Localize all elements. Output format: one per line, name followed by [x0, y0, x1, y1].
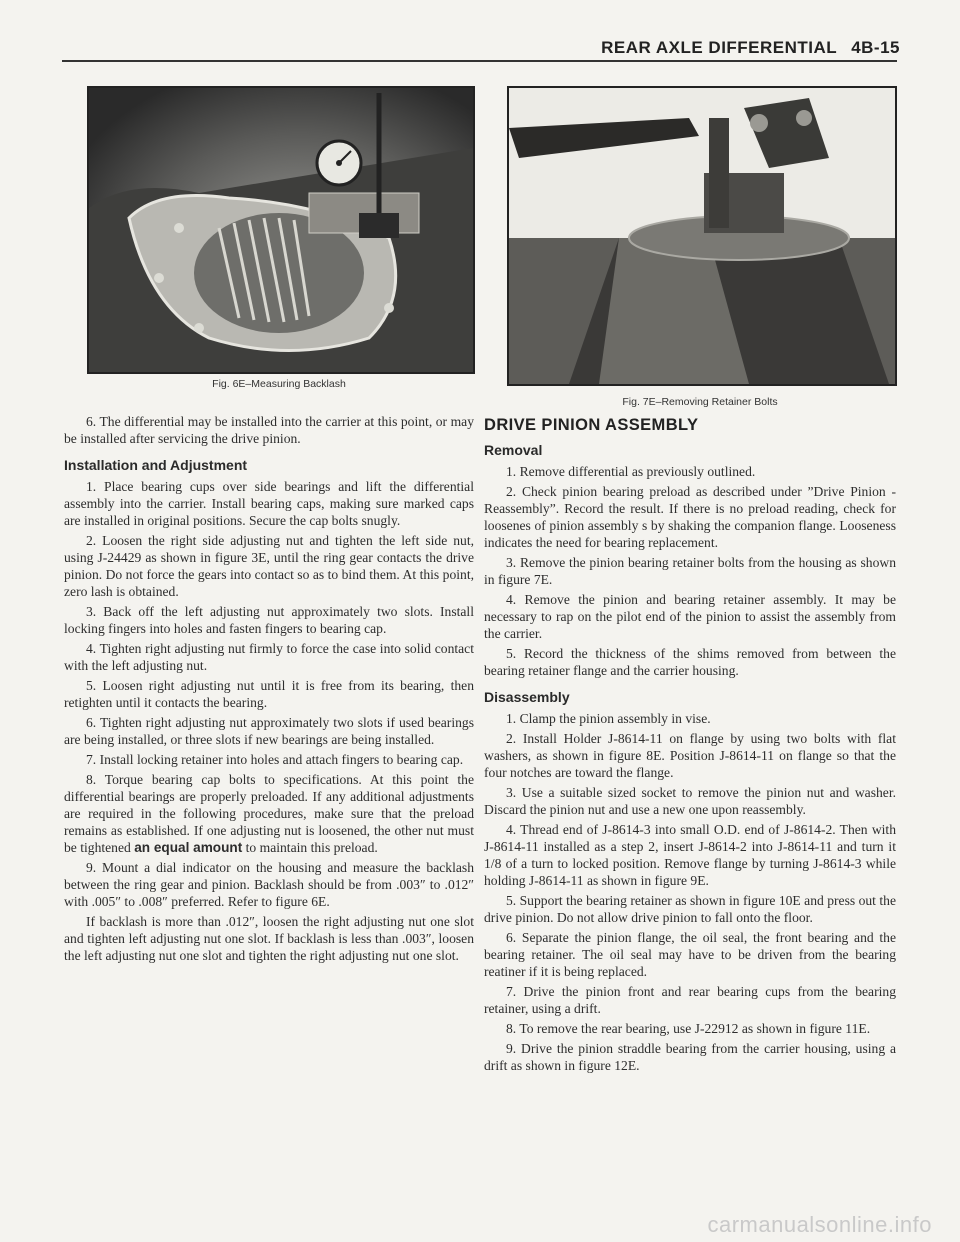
section-heading: Installation and Adjustment	[64, 457, 248, 473]
figure-7e-caption: Fig. 7E–Removing Retainer Bolts	[622, 396, 778, 408]
page-header	[601, 38, 900, 58]
header-rule	[62, 60, 897, 62]
step-item: 3. Use a suitable sized socket to remove the pinion nut and washer. Discard the pinion nut and use a new one upon reassembly.	[484, 785, 896, 817]
step-item: 9. Mount a dial indicator on the housing and measure the backlash between the ring gear and pinion. Backlash should be from .003″ to .012″ with .005″ to .008″ preferred. Refer to figure 6E.	[64, 860, 474, 909]
step-item: 7. Drive the pinion front and rear bearing cups from the bearing retainer, using a drift.	[484, 984, 896, 1016]
step-item: 2. Install Holder J-8614-11 on flange by using two bolts with flat washers, as shown in figure 8E. Position J-8614-11 on flange so that the four notches are toward the flange.	[484, 731, 896, 780]
page-number: 4B-15	[851, 38, 900, 57]
step-item: 4. Thread end of J-8614-3 into small O.D. end of J-8614-2. Then with J-8614-11 installed as a step 2, insert J-8614-2 into J-8614-11 and turn it 1/8 of a turn to locked position. Remove flange by turning J-8614-3 while holding J-8614-11 as shown in figure 9E.	[484, 822, 896, 888]
step-text: to maintain this preload.	[245, 840, 378, 855]
step-item: 6. Tighten right adjusting nut approximately two slots if used bearings are being installed, or three slots if new bearings are being installed.	[64, 715, 474, 747]
subsection-heading: Disassembly	[484, 689, 570, 705]
step-text: 8. Torque bearing cap bolts to specifications. At this point the differential bearings are properly preloaded. If any additional adjustments are required in the following procedures, make sure that the preload remains as established. If one adjusting nut is loosened, the other nut must be tightened	[64, 772, 474, 855]
step-item: 1. Clamp the pinion assembly in vise.	[506, 711, 711, 726]
step-item: 7. Install locking retainer into holes and attach fingers to bearing cap.	[86, 752, 464, 767]
step-item: 1. Place bearing cups over side bearings and lift the differential assembly into the carrier. Install bearing caps, making sure marked caps are installed in original positions. Secure the cap bolts snugly.	[64, 479, 474, 528]
figure-6e-caption: Fig. 6E–Measuring Backlash	[212, 378, 346, 390]
step-item: 6. Separate the pinion flange, the oil seal, the front bearing and the bearing retainer. The oil seal may have to be driven from the bearing reatiner if it is being replaced.	[484, 930, 896, 979]
subsection-heading: Removal	[484, 442, 543, 458]
left-column	[64, 413, 474, 967]
step-item: 2. Loosen the right side adjusting nut and tighten the left side nut, using J-24429 as shown in figure 3E, until the ring gear contacts the drive pinion. Do not force the gears into contact so as to bind them. At this point, zero lash is obtained.	[64, 533, 474, 599]
step-item: 5. Loosen right adjusting nut until it is free from its bearing, then retighten until it contacts the bearing.	[64, 678, 474, 710]
section-title: DRIVE PINION ASSEMBLY	[484, 416, 699, 434]
step-item: 5. Record the thickness of the shims removed from between the bearing retainer flange and the carrier housing.	[484, 646, 896, 678]
figure-7e-photo	[507, 86, 897, 386]
step-item: 8. To remove the rear bearing, use J-22912 as shown in figure 11E.	[506, 1021, 871, 1036]
right-column	[484, 417, 896, 1077]
step-item	[64, 771, 474, 856]
step-item: 4. Tighten right adjusting nut firmly to force the case into solid contact with the left adjusting nut.	[64, 641, 474, 673]
step-item: 1. Remove differential as previously outlined.	[506, 464, 756, 479]
step-note: If backlash is more than .012″, loosen the right adjusting nut one slot and tighten left adjusting nut one slot. If backlash is less than .003″, loosen the left adjusting nut one slot and tighten the right adjusting nut one slot.	[64, 914, 474, 963]
step-item: 9. Drive the pinion straddle bearing from the carrier housing, using a drift as shown in figure 12E.	[484, 1041, 896, 1073]
step-item: 5. Support the bearing retainer as shown in figure 10E and press out the drive pinion. Do not allow drive pinion to fall onto the floor.	[484, 893, 896, 925]
emphasis-text: an equal amount	[134, 840, 243, 855]
paragraph: 6. The differential may be installed into the carrier at this point, or may be installed after servicing the drive pinion.	[64, 414, 474, 446]
site-watermark: carmanualsonline.info	[707, 1212, 932, 1237]
step-item: 3. Back off the left adjusting nut approximately two slots. Install locking fingers into holes and fasten fingers to bearing cap.	[64, 604, 474, 636]
figure-6e-photo	[87, 86, 475, 374]
step-item: 3. Remove the pinion bearing retainer bolts from the housing as shown in figure 7E.	[484, 555, 896, 587]
header-title: REAR AXLE DIFFERENTIAL	[601, 38, 838, 57]
step-item: 2. Check pinion bearing preload as described under ”Drive Pinion - Reassembly”. Record the result. If there is no preload reading, check for loosenes of pinion assembly s by shaking the companion flange. Looseness indicates the need for bearing replacement.	[484, 484, 896, 550]
step-item: 4. Remove the pinion and bearing retainer assembly. It may be necessary to rap on the pilot end of the pinion to assist the assembly from the carrier.	[484, 592, 896, 641]
